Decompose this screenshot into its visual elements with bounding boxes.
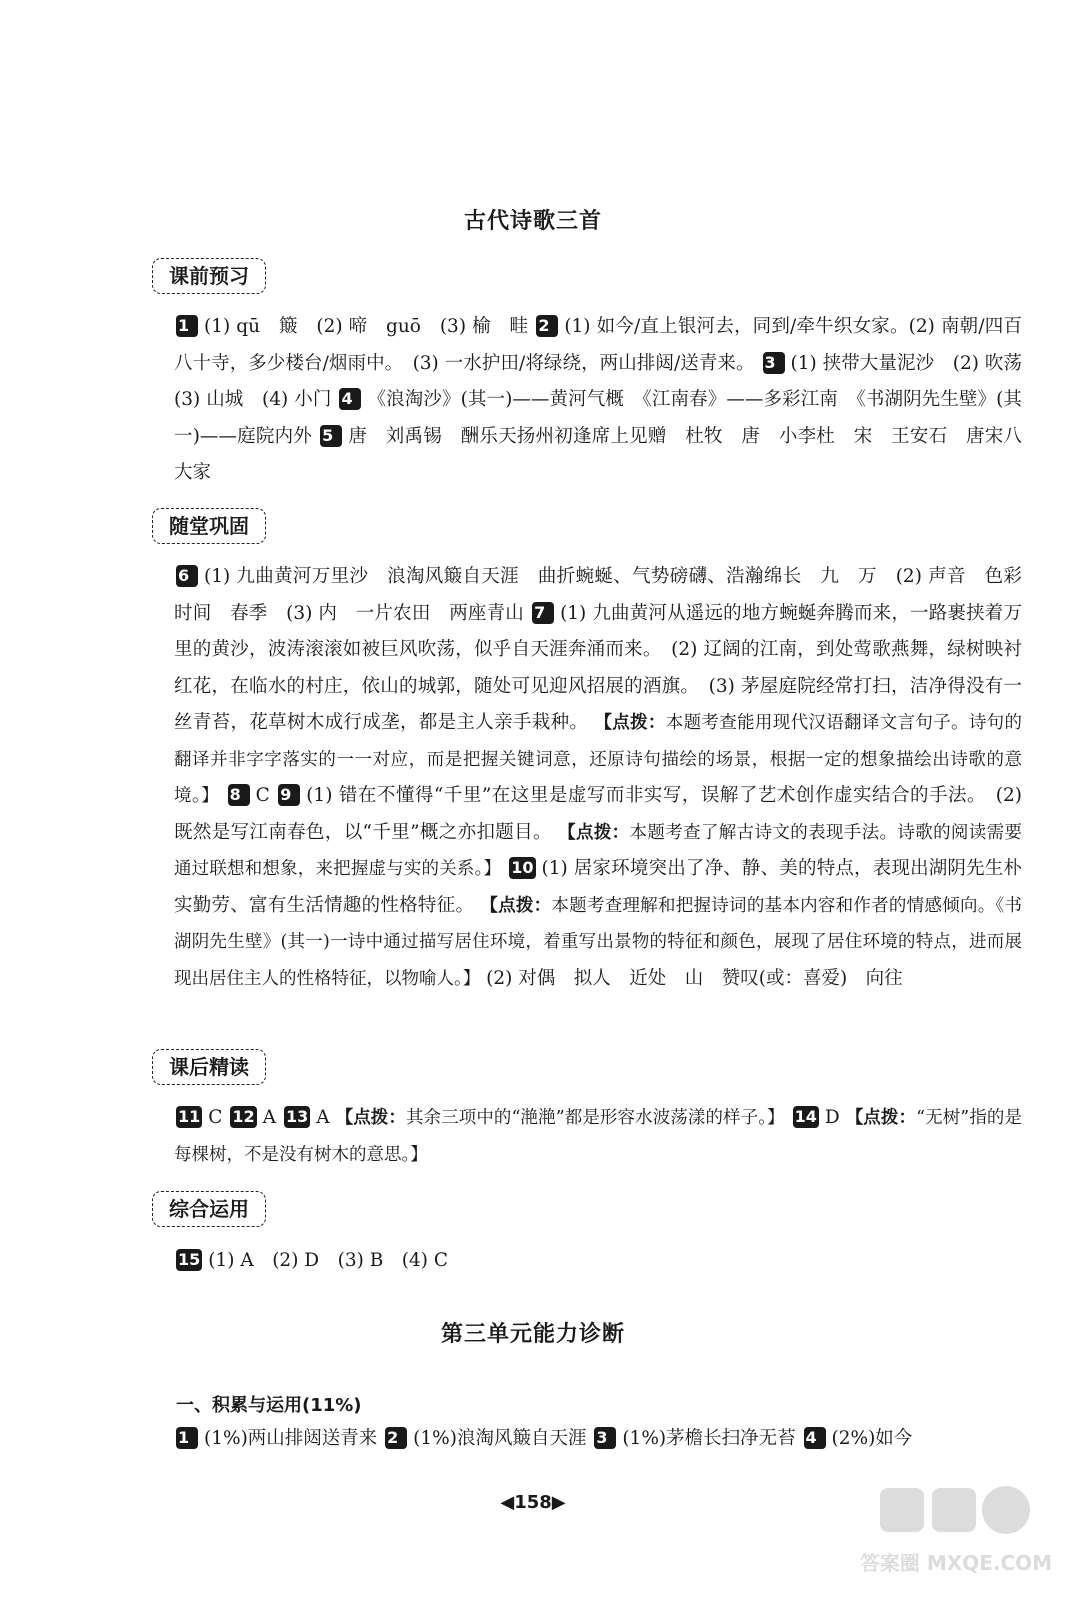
answer-text: (1) A (2) D (3) B (4) C [208, 1250, 449, 1271]
watermark-logo-icon [859, 1480, 1053, 1590]
tip-text: “无树”指的是每棵树，不是没有树木的意思。】 [174, 1108, 1023, 1165]
tip-label: 【点拨： [335, 1108, 406, 1128]
question-number: 7 [532, 602, 554, 624]
answer-text: C [208, 1107, 229, 1128]
preview-answers [174, 309, 1041, 492]
question-number: 1 [176, 1427, 198, 1449]
answer-text: (1) 九曲黄河从遥远的地方蜿蜒奔腾而来，一路裹挟着万里的黄沙，波涛滚滚如被巨风吹荡，似乎自天涯奔涌而来。 (2) 辽阔的江南，到处莺歌燕舞，绿树映衬红花，在临水的村庄，依山的城郭，随处可见迎风招展的酒旗。 (3) 茅屋庭院经常打扫，洁净得没有一丝青苔，花草树木成行成垄，都是主人亲手栽种。 [174, 602, 1022, 733]
question-number: 8 [228, 784, 250, 806]
unit-answers [174, 1421, 1022, 1458]
tip-label: 【点拨： [594, 713, 666, 733]
question-number: 2 [536, 315, 558, 337]
part-heading: 一、积累与运用(11%) [176, 1395, 362, 1416]
answer-text: 唐 刘禹锡 酬乐天扬州初逢席上见赠 杜牧 唐 小李杜 宋 王安石 唐宋八大家 [174, 425, 1022, 483]
section-heading-reading: 课后精读 [152, 1049, 266, 1085]
lesson-title: 古代诗歌三首 [463, 209, 602, 234]
classwork-answers [174, 559, 1041, 997]
answer-text: (2) 对偶 拟人 近处 山 赞叹(或：喜爱) 向往 [486, 967, 903, 989]
question-number: 9 [278, 784, 300, 806]
tip-label: 【点拨： [845, 1108, 917, 1128]
answer-text: (1) 如今/直上银河去，同到/牵牛织女家。(2) 南朝/四百八十寺，多少楼台/烟雨中。 (3) 一水护田/将绿绕，两山排闼/送青来。 [174, 316, 1023, 374]
question-number: 3 [763, 352, 785, 374]
question-number: 4 [804, 1427, 826, 1449]
tip-label: 【点拨： [480, 895, 552, 916]
answer-text: (1%)浪淘风簸自天涯 [413, 1428, 593, 1449]
question-number: 10 [511, 858, 534, 877]
tip-text: 其余三项中的“滟滟”都是形容水波荡漾的样子。】 [405, 1108, 785, 1128]
question-number: 2 [385, 1427, 407, 1449]
question-number: 12 [232, 1107, 255, 1126]
question-number: 1 [176, 315, 198, 337]
tip-label: 【点拨： [558, 822, 630, 843]
tip-text: 本题考查了解古诗文的表现手法。诗歌的阅读需要通过联想和想象，来把握虚与实的关系。】 [174, 822, 1022, 879]
answer-text: (1) 九曲黄河万里沙 浪淘风簸自天涯 曲折蜿蜒、气势磅礴、浩瀚绵长 九 万 (2) 声音 色彩 时间 春季 (3) 内 一片农田 两座青山 [174, 566, 1041, 624]
page-number: ◀158▶ [500, 1492, 566, 1513]
answer-text: (1%)茅檐长扫净无苔 [622, 1428, 802, 1449]
question-number: 5 [320, 425, 342, 447]
answer-text: (1%)两山排闼送青来 [204, 1428, 384, 1449]
application-answers [174, 1243, 1022, 1280]
section-heading-classwork: 随堂巩固 [152, 508, 266, 544]
tip-text: 本题考查能用现代汉语翻译文言句子。诗句的翻译并非字字落实的一一对应，而是把握关键词意，还原诗句描绘的场景，根据一定的想象描绘出诗歌的意境。】 [174, 713, 1023, 806]
unit-title: 第三单元能力诊断 [440, 1322, 625, 1347]
question-number: 6 [176, 565, 198, 587]
reading-answers [174, 1100, 1022, 1173]
question-number: 14 [794, 1107, 817, 1126]
answer-text: A [262, 1107, 282, 1128]
answer-text: (1) 居家环境突出了净、静、美的特点，表现出湖阴先生朴实勤劳、富有生活情趣的性格特征。 [174, 858, 1022, 916]
answer-text: (2%)如今 [831, 1428, 913, 1449]
answer-text: 《浪淘沙》(其一)——黄河气概 《江南春》——多彩江南 《书湖阴先生壁》(其一)——庭院内外 [174, 389, 1023, 447]
tip-text: 本题考查理解和把握诗词的基本内容和作者的情感倾向。《书湖阴先生壁》(其一)一诗中通过描写居住环境，着重写出景物的特征和颜色，展现了居住环境的特点，进而展现出居住主人的性格特征，以物喻人。】 [174, 895, 1023, 989]
watermark-text: 答案圈 MXQE.COM [859, 1551, 1053, 1575]
answer-text: (1) 挟带大量泥沙 (2) 吹荡 (3) 山城 (4) 小门 [174, 352, 1041, 410]
answer-text: C [255, 785, 277, 806]
answer-text: A [316, 1107, 336, 1128]
section-heading-preview: 课前预习 [152, 258, 266, 294]
question-number: 11 [178, 1107, 201, 1126]
question-number: 4 [339, 388, 361, 410]
question-number: 15 [178, 1250, 201, 1269]
answer-text: (1) 错在不懂得“千里”在这里是虚写而非实写，误解了艺术创作虚实结合的手法。 (2) 既然是写江南春色，以“千里”概之亦扣题目。 [174, 785, 1022, 843]
question-number: 13 [286, 1107, 309, 1126]
answer-text: D [824, 1107, 846, 1128]
question-number: 3 [594, 1427, 616, 1449]
answer-text: (1) qū 簸 (2) 啼 guō (3) 榆 畦 [204, 316, 535, 337]
section-heading-application: 综合运用 [152, 1191, 266, 1227]
tip-note [336, 1108, 785, 1128]
